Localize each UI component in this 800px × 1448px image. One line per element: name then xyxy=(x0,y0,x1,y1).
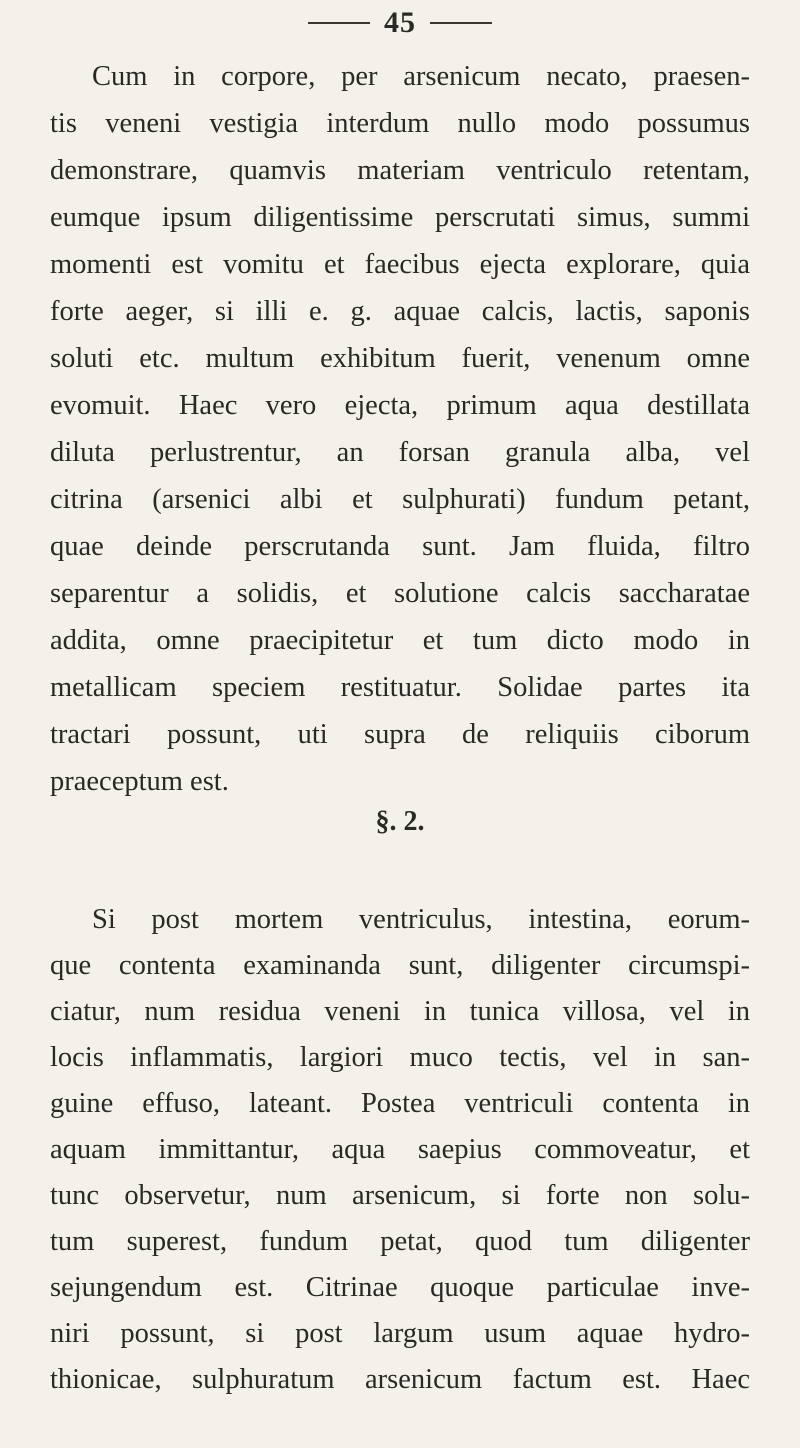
text-line: separentur a solidis, et solutione calcis saccharatae xyxy=(50,578,750,609)
header-rule-left xyxy=(308,22,370,24)
page-header xyxy=(0,6,800,40)
text-line: evomuit. Haec vero ejecta, primum aqua destillata xyxy=(50,390,750,421)
text-line: sejungendum est. Citrinae quoque particulae inve- xyxy=(50,1272,750,1303)
text-line: aquam immittantur, aqua saepius commoveatur, et xyxy=(50,1134,750,1165)
text-line: soluti etc. multum exhibitum fuerit, venenum omne xyxy=(50,343,750,374)
text-line: tum superest, fundum petat, quod tum diligenter xyxy=(50,1226,750,1257)
page-number: 45 xyxy=(384,6,416,39)
text-line: forte aeger, si illi e. g. aquae calcis, lactis, saponis xyxy=(50,296,750,327)
text-line: Cum in corpore, per arsenicum necato, praesen- xyxy=(92,61,750,92)
header-rule-right xyxy=(430,22,492,24)
text-line: citrina (arsenici albi et sulphurati) fundum petant, xyxy=(50,484,750,515)
text-line: thionicae, sulphuratum arsenicum factum est. Haec xyxy=(50,1364,750,1395)
text-line: diluta perlustrentur, an forsan granula alba, vel xyxy=(50,437,750,468)
text-line: addita, omne praecipitetur et tum dicto modo in xyxy=(50,625,750,656)
text-line: locis inflammatis, largiori muco tectis, vel in san- xyxy=(50,1042,750,1073)
text-line: tis veneni vestigia interdum nullo modo possumus xyxy=(50,108,750,139)
text-line: guine effuso, lateant. Postea ventriculi contenta in xyxy=(50,1088,750,1119)
text-line: ciatur, num residua veneni in tunica villosa, vel in xyxy=(50,996,750,1027)
text-line: tunc observetur, num arsenicum, si forte non solu- xyxy=(50,1180,750,1211)
text-line: praeceptum est. xyxy=(50,766,229,797)
text-line: quae deinde perscrutanda sunt. Jam fluida, filtro xyxy=(50,531,750,562)
text-line: eumque ipsum diligentissime perscrutati simus, summi xyxy=(50,202,750,233)
text-line: niri possunt, si post largum usum aquae hydro- xyxy=(50,1318,750,1349)
text-line: que contenta examinanda sunt, diligenter circumspi- xyxy=(50,950,750,981)
text-line: momenti est vomitu et faecibus ejecta explorare, quia xyxy=(50,249,750,280)
text-line: tractari possunt, uti supra de reliquiis ciborum xyxy=(50,719,750,750)
text-line: metallicam speciem restituatur. Solidae partes ita xyxy=(50,672,750,703)
section-heading: §. 2. xyxy=(375,806,425,837)
text-line: demonstrare, quamvis materiam ventriculo retentam, xyxy=(50,155,750,186)
text-line: Si post mortem ventriculus, intestina, eorum- xyxy=(92,904,750,935)
